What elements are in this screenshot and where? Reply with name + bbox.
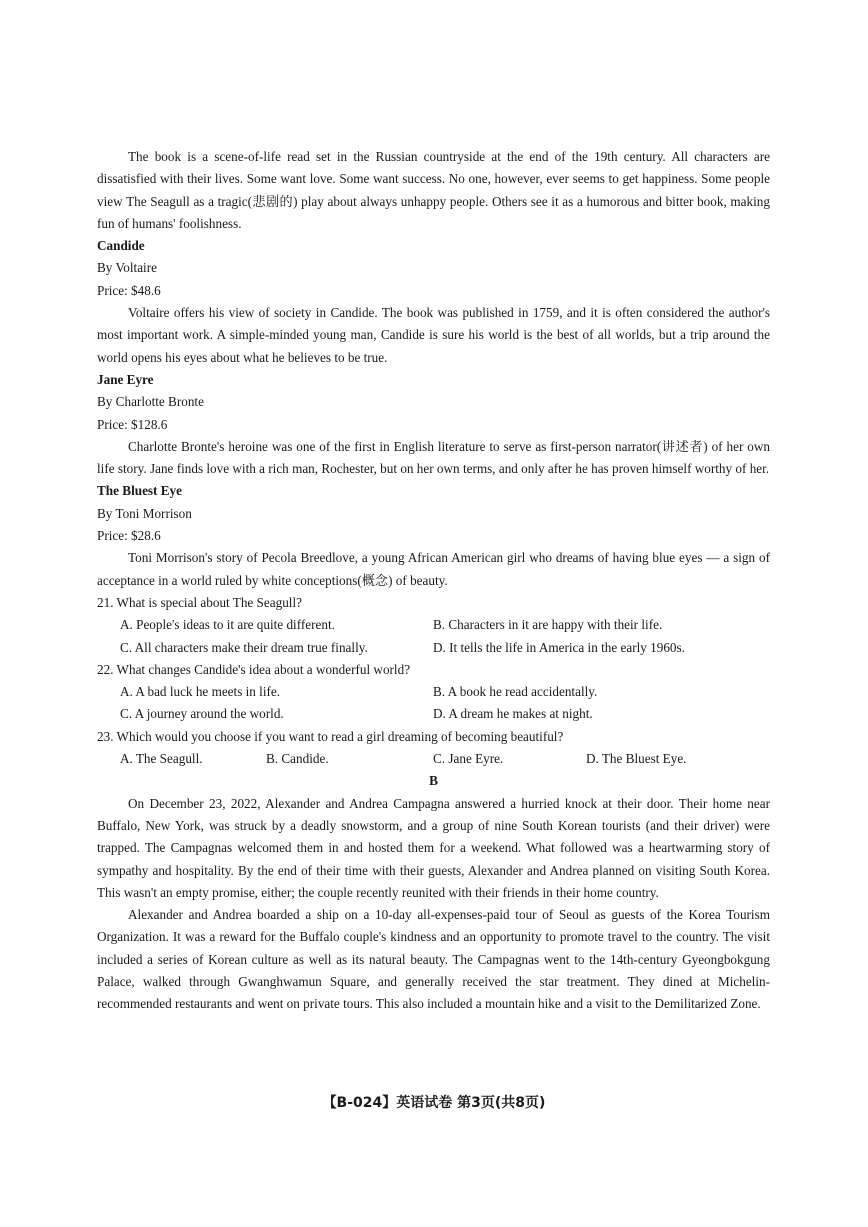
book-price: Price: $48.6 xyxy=(97,282,161,298)
option-b: B. Characters in it are happy with their life. xyxy=(433,617,663,633)
book-author: By Toni Morrison xyxy=(97,505,192,521)
page-footer: 【B-024】英语试卷 第3页(共8页) xyxy=(322,1095,546,1111)
option-c: C. All characters make their dream true finally. xyxy=(120,639,368,655)
option-c: C. A journey around the world. xyxy=(120,706,284,722)
answer-options xyxy=(97,614,770,659)
answer-options xyxy=(97,748,770,770)
question-21 xyxy=(97,592,770,659)
option-d: D. A dream he makes at night. xyxy=(433,706,593,722)
book-author: By Voltaire xyxy=(97,260,157,276)
option-c: C. Jane Eyre. xyxy=(433,751,504,767)
option-b: B. A book he read accidentally. xyxy=(433,684,598,700)
book-description: Charlotte Bronte's heroine was one of the first in English literature to serve as first-person narrator(讲述者) of her own life story. Jane finds love with a rich man, Rochester, but on her own terms, and only after he has proven himself worthy of her. xyxy=(97,438,770,477)
option-d: D. The Bluest Eye. xyxy=(586,751,687,767)
option-a: A. The Seagull. xyxy=(120,751,203,767)
question-22 xyxy=(97,659,770,726)
option-b: B. Candide. xyxy=(266,751,329,767)
question-stem: 22. What changes Candide's idea about a wonderful world? xyxy=(97,661,411,677)
question-stem: 23. Which would you choose if you want to read a girl dreaming of becoming beautiful? xyxy=(97,728,564,744)
book-price: Price: $28.6 xyxy=(97,528,161,544)
option-d: D. It tells the life in America in the early 1960s. xyxy=(433,639,685,655)
book-title: Candide xyxy=(97,238,145,254)
question-23 xyxy=(97,726,770,771)
passage-b-paragraph-1: On December 23, 2022, Alexander and Andrea Campagna answered a hurried knock at their door. Their home near Buffalo, New York, was struck by a deadly snowstorm, and a group of nine South Korean tourists (and their driver) were trapped. The Campagnas welcomed them in and hosted them for a weekend. What followed was a heartwarming story of sympathy and hospitality. By the end of their time with their guests, Alexander and Andrea planned on visiting South Korea. This wasn't an empty promise, either; the couple recently reunited with their friends in their home country. xyxy=(97,795,770,900)
book-author: By Charlotte Bronte xyxy=(97,394,204,410)
book-price: Price: $128.6 xyxy=(97,416,168,432)
option-a: A. People's ideas to it are quite different. xyxy=(120,617,335,633)
book-description: Voltaire offers his view of society in Candide. The book was published in 1759, and it is often considered the author's most important work. A simple-minded young man, Candide is sure his world is the best of all worlds, but a trip around the world opens his eyes about what he believes to be true. xyxy=(97,305,770,365)
book-title: Jane Eyre xyxy=(97,371,154,387)
passage-b-paragraph-2: Alexander and Andrea boarded a ship on a 10-day all-expenses-paid tour of Seoul as guests of the Korea Tourism Organization. It was a reward for the Buffalo couple's kindness and an opportunity to promote travel to the country. The visit included a series of Korean culture as well as its natural beauty. The Campagnas went to the 14th-century Gyeongbokgung Palace, walked through Gwanghwamun Square, and generally received the star treatment. They dined at Michelin-recommended restaurants and went on private tours. This also included a mountain hike and a visit to the Demilitarized Zone. xyxy=(97,907,770,1012)
book-title: The Bluest Eye xyxy=(97,483,182,499)
book-entry-bluest-eye xyxy=(97,480,770,591)
question-stem: 21. What is special about The Seagull? xyxy=(97,594,302,610)
book-entry-jane-eyre xyxy=(97,369,770,480)
seagull-description: The book is a scene-of-life read set in the Russian countryside at the end of the 19th century. All characters are dissatisfied with their lives. Some want love. Some want success. No one, however, ever seems to get happiness. Some people view The Seagull as a tragic(悲剧的) play about always unhappy people. Others see it as a humorous and bitter book, making fun of humans' foolishness. xyxy=(97,149,770,231)
page-content xyxy=(97,146,770,1016)
answer-options xyxy=(97,681,770,726)
section-b-heading: B xyxy=(429,773,438,789)
book-entry-candide xyxy=(97,235,770,369)
option-a: A. A bad luck he meets in life. xyxy=(120,684,281,700)
book-description: Toni Morrison's story of Pecola Breedlove, a young African American girl who dreams of having blue eyes — a sign of acceptance in a world ruled by white conceptions(概念) of beauty. xyxy=(97,550,770,588)
